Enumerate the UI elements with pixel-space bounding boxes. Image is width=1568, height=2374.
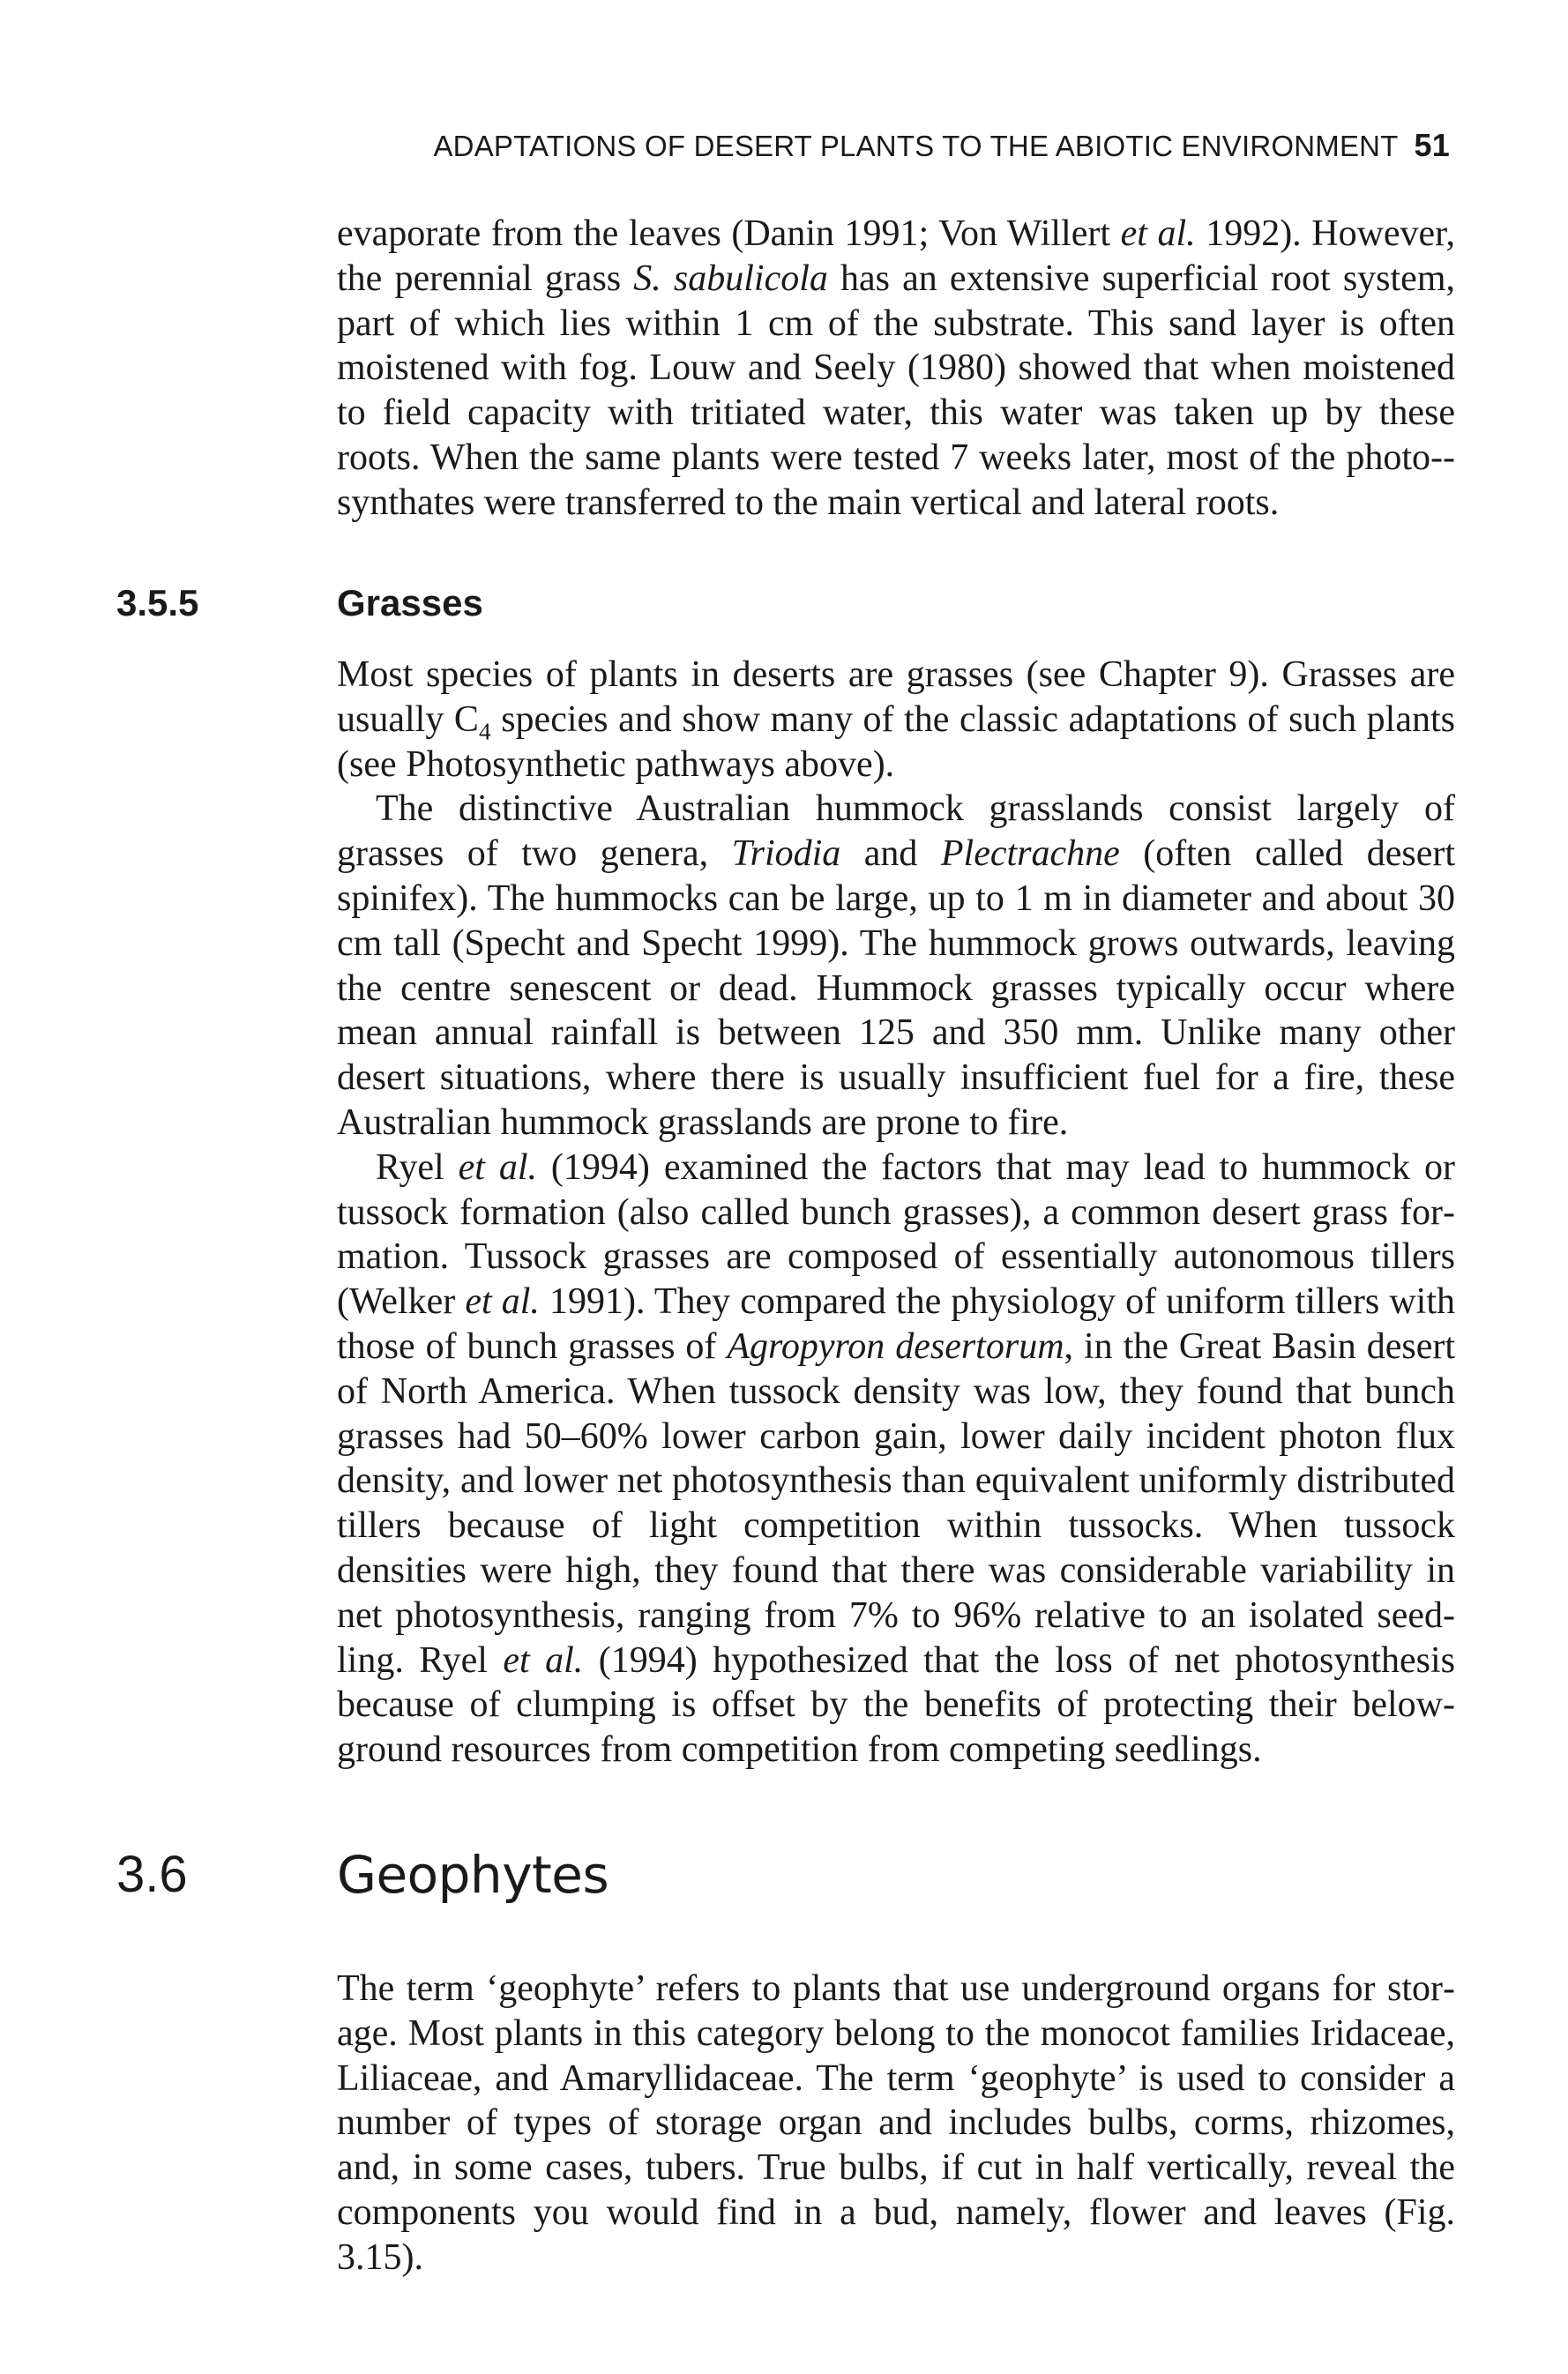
text-run-italic: et al. bbox=[1120, 213, 1196, 254]
text-run-italic: Agropyron desertorum bbox=[727, 1325, 1064, 1367]
text-run-italic: Plectrachne bbox=[940, 833, 1120, 875]
text-run: Ryel bbox=[376, 1146, 459, 1188]
text-run-italic: et al. bbox=[458, 1146, 537, 1188]
text-run-italic: S. sabulicola bbox=[633, 258, 828, 299]
grasses-paragraph-2 bbox=[337, 787, 1455, 1145]
text-run: The distinctive Australian hummock grasslands consist largely of grasses of two genera, bbox=[337, 788, 1455, 875]
text-run-italic: et al. bbox=[503, 1639, 584, 1681]
subsection-title: Grasses bbox=[337, 582, 483, 623]
text-run: , in the Great Basin desert of North America. When tussock density was low, they found that bunch grasses had 50–60% lower carbon gain, lower daily incident photon flux density, and lower net photosynthesis than equivalent uniformly distributed tillers because of light competition within tussocks. When tussock densities were high, they found that there was considerable variability in net photosynthesis, ranging from 7% to 96% relative to an isolated seedling. Ryel bbox=[337, 1325, 1456, 1681]
running-title: ADAPTATIONS OF DESERT PLANTS TO THE ABIOTIC ENVIRONMENT bbox=[433, 130, 1399, 162]
text-run: evaporate from the leaves (Danin 1991; Von Willert bbox=[337, 213, 1121, 254]
text-run: (often called desert spinifex). The hummocks can be large, up to 1 m in diameter and about 30 cm tall (Specht and Specht 1999). The hummock grows outwards, leaving the centre senescent or dead. Hummock grasses typically occur where mean annual rainfall is between 125 and 350 mm. Unlike many other desert situations, where there is usually insufficient fuel for a fire, these Australian hummock grasslands are prone to fire. bbox=[337, 833, 1455, 1143]
grasses-body bbox=[337, 653, 1455, 1773]
text-run: has an extensive superficial root system, part of which lies within 1 cm of the substrate. This sand layer is often moistened with fog. Louw and Seely (1980) showed that when moistened to field capacity with tritiated water, this water was taken up by these roots. When the same plants were tested 7 weeks later, most of the photo-synthates were transferred to the main vertical and lateral roots. bbox=[337, 258, 1455, 523]
text-run: species and show many of the classic adaptations of such plants (see Photosynthetic pathways above). bbox=[337, 698, 1456, 785]
text-run-italic: et al. bbox=[465, 1281, 540, 1323]
text-run-italic: Triodia bbox=[731, 833, 841, 875]
intro-paragraph bbox=[337, 212, 1455, 526]
text-run: Most species of plants in deserts are grasses (see Chapter 9). Grasses are usually C bbox=[337, 654, 1455, 740]
subscript: 4 bbox=[478, 718, 491, 745]
text-run: 1991). They compared the physiology of uniform tillers with those of bunch grasses of bbox=[337, 1281, 1456, 1367]
subsection-number: 3.5.5 bbox=[116, 582, 199, 623]
text-run: 1992). However, the perennial grass bbox=[337, 213, 1455, 299]
geophytes-paragraph-1: The term ‘geophyte’ refers to plants that use underground organs for storage. Most plants in this category belong to the monocot families Iridaceae, Liliaceae, and Amaryllidaceae. The term ‘geophyte’ is used to consider a number of types of storage organ and includes bulbs, corms, rhizomes, and, in some cases, tubers. True bulbs, if cut in half vertically, reveal the components you would find in a bud, namely, flower and leaves (Fig. 3.15). bbox=[337, 1968, 1455, 2278]
running-header bbox=[433, 127, 1450, 176]
intro-block bbox=[337, 212, 1455, 526]
page-number: 51 bbox=[1414, 127, 1450, 163]
section-title: Geophytes bbox=[337, 1845, 609, 1905]
grasses-paragraph-3 bbox=[337, 1146, 1455, 1773]
geophytes-body bbox=[337, 1967, 1455, 2281]
grasses-paragraph-1 bbox=[337, 653, 1455, 787]
text-run: and bbox=[840, 833, 941, 875]
text-run: (1994) examined the factors that may lead to hummock or tussock formation (also called bunch grasses), a common desert grass formation. Tussock grasses are composed of essentially autonomous tillers (Welker bbox=[337, 1146, 1455, 1323]
section-number: 3.6 bbox=[116, 1846, 188, 1903]
text-run: (1994) hypothesized that the loss of net photosynthesis because of clumping is offset by the benefits of protecting their belowground resources from competition from competing seedlings. bbox=[337, 1639, 1455, 1771]
